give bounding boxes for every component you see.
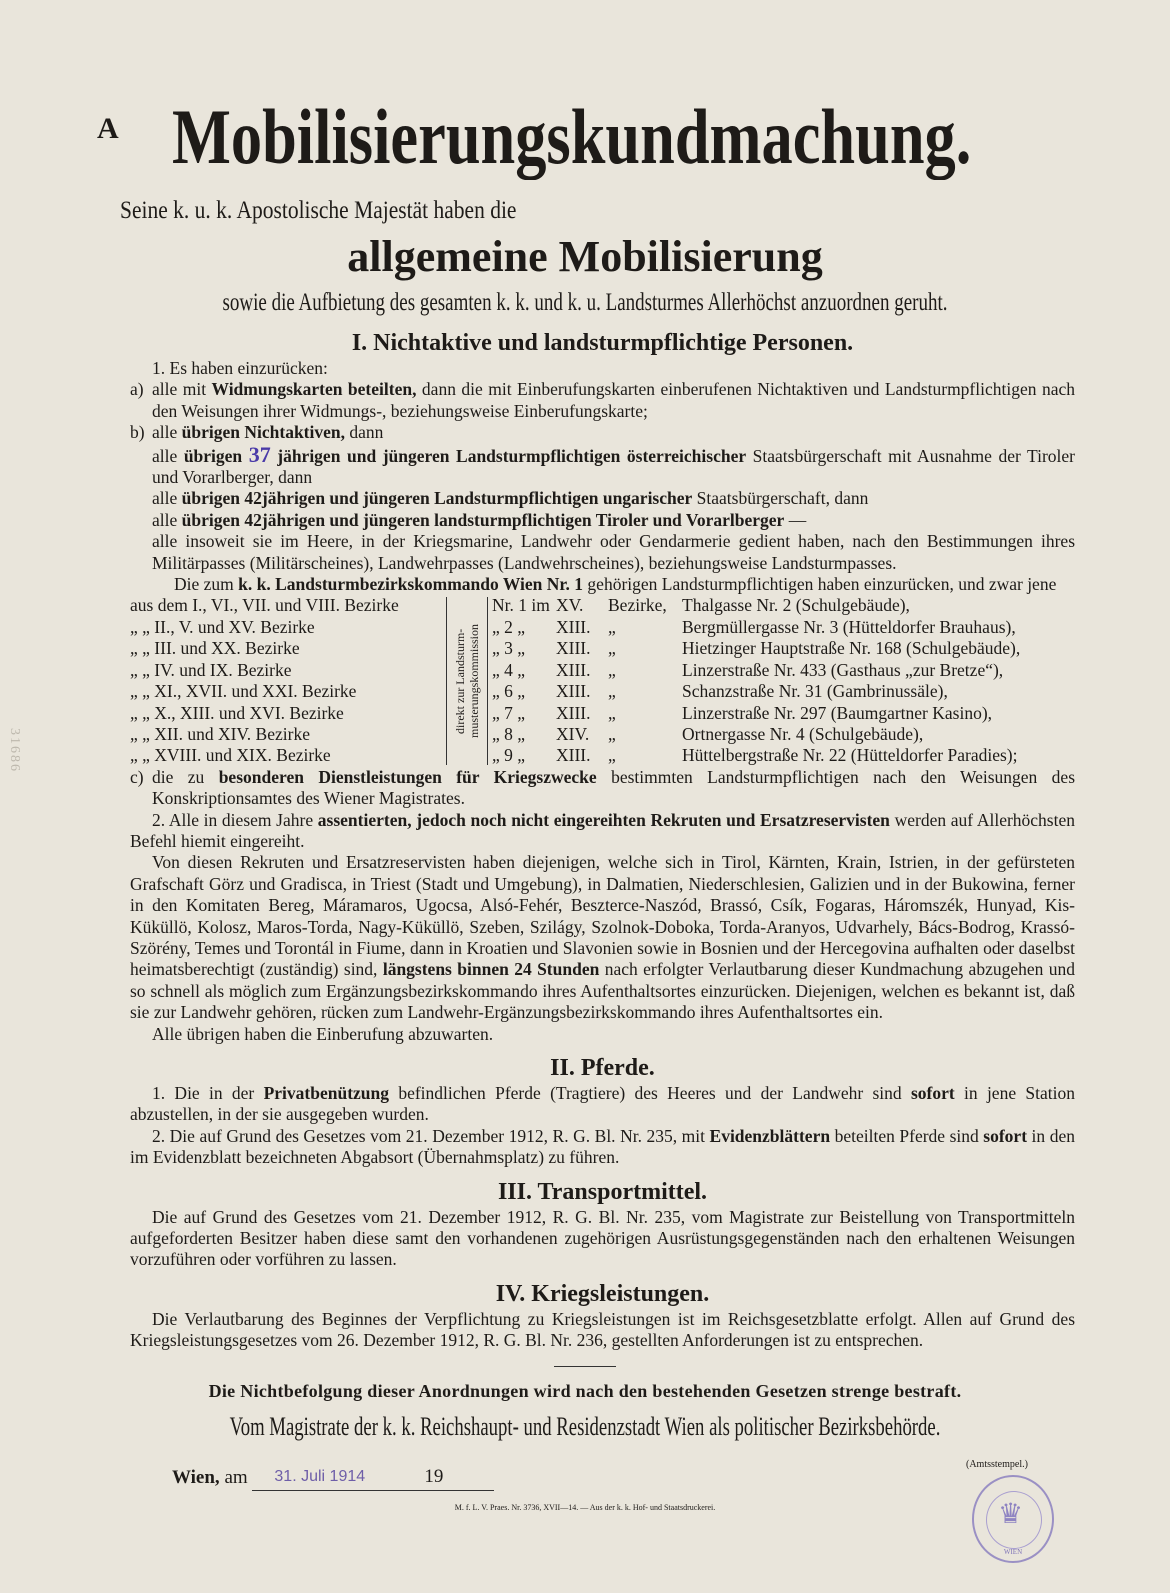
section-4 bbox=[130, 1279, 1075, 1352]
commission-bez: XIV. bbox=[556, 723, 590, 744]
authority-text: Vom Magistrate der k. k. Reichshaupt- und Residenzstadt Wien als politischer Bezirksbehörde. bbox=[229, 1411, 941, 1441]
bold-text: assentierten, jedoch noch nicht eingereihten Rekruten und Ersatzreservisten bbox=[317, 809, 890, 830]
paragraph bbox=[130, 810, 1075, 853]
paragraph bbox=[130, 1126, 1075, 1169]
section-1 bbox=[130, 328, 1075, 1045]
archive-number: 31686 bbox=[7, 728, 22, 773]
paragraph bbox=[130, 531, 1075, 574]
commission-addr: Hietzinger Hauptstraße Nr. 168 (Schulgebäude), bbox=[682, 638, 1021, 659]
section-2-heading: II. Pferde. bbox=[550, 1055, 655, 1081]
commission-bez: XIII. bbox=[556, 702, 591, 723]
text: alle bbox=[152, 488, 182, 509]
poster-marker: A bbox=[97, 112, 119, 145]
bold-text: übrigen 42jährigen und jüngeren Landsturmpflichtigen ungarischer bbox=[181, 488, 693, 509]
headline: allgemeine Mobilisierung bbox=[347, 232, 823, 281]
item-label: c) bbox=[130, 766, 144, 787]
bold-text: sofort bbox=[910, 1083, 955, 1103]
commission-addr: Hüttelbergstraße Nr. 22 (Hütteldorfer Paradies); bbox=[682, 745, 1018, 766]
commission-row bbox=[492, 703, 1075, 724]
commission-nr: „ 4 „ bbox=[492, 659, 526, 680]
commission-dit: „ bbox=[608, 702, 616, 723]
district-origin: „ „ XI., XVII. und XXI. Bezirke bbox=[130, 681, 357, 702]
text: beteilten Pferde sind bbox=[830, 1125, 984, 1146]
handwritten-age: 37 bbox=[248, 441, 271, 467]
commission-addr: Linzerstraße Nr. 433 (Gasthaus „zur Bretze“), bbox=[682, 659, 1004, 680]
district-origin: „ „ XVIII. und XIX. Bezirke bbox=[130, 745, 331, 766]
bold-text: übrigen bbox=[183, 445, 249, 466]
bold-text: längstens binnen 24 Stunden bbox=[382, 959, 600, 980]
paragraph bbox=[130, 441, 1075, 489]
seal-city: WIEN bbox=[1003, 1547, 1023, 1556]
item-label: b) bbox=[130, 422, 145, 443]
section-3-heading: III. Transportmittel. bbox=[497, 1178, 708, 1205]
text: werden auf Allerhöchsten Befehl hiemit eingereiht. bbox=[130, 809, 1076, 851]
district-origin: aus dem I., VI., VII. und VIII. Bezirke bbox=[130, 595, 399, 616]
text: bestimmten Landsturmpflichtigen nach den Weisungen des Konskriptionsamtes des Wiener Magistrates. bbox=[152, 766, 1076, 809]
section-1-paragraphs bbox=[130, 358, 1075, 595]
commission-row bbox=[492, 638, 1075, 659]
commission-bez: XIII. bbox=[556, 681, 591, 702]
vertical-label: direkt zur Landsturm-musterungskommission bbox=[453, 624, 481, 739]
paragraph bbox=[130, 574, 1075, 595]
commission-nr: „ 3 „ bbox=[492, 638, 526, 659]
paragraph bbox=[130, 1207, 1075, 1271]
commission-addr: Linzerstraße Nr. 297 (Baumgartner Kasino), bbox=[682, 702, 993, 723]
item-label: a) bbox=[130, 379, 144, 400]
district-table-label bbox=[446, 597, 488, 764]
poster-title: Mobilisierungskundmachung. bbox=[172, 93, 972, 180]
text: alle bbox=[152, 509, 182, 530]
double-eagle-icon: ♛ bbox=[998, 1498, 1024, 1530]
commission-addr: Thalgasse Nr. 2 (Schulgebäude), bbox=[682, 595, 910, 616]
commission-bez: XIII. bbox=[556, 638, 591, 659]
bold-text: besonderen Dienstleistungen für Kriegszwecke bbox=[218, 766, 597, 787]
commission-nr: Nr. 1 im bbox=[492, 595, 550, 616]
commission-bez: XIII. bbox=[556, 745, 591, 766]
commission-row bbox=[492, 660, 1075, 681]
district-table bbox=[130, 595, 1075, 766]
text: alle bbox=[152, 422, 182, 443]
district-origin: „ „ III. und XX. Bezirke bbox=[130, 638, 300, 659]
closing-block bbox=[0, 1366, 1170, 1573]
text: 2. Alle in diesem Jahre bbox=[152, 809, 318, 830]
commission-bez: XIII. bbox=[556, 659, 591, 680]
place-city: Wien, bbox=[172, 1466, 220, 1488]
paragraph bbox=[130, 510, 1075, 531]
section-2-paragraphs bbox=[130, 1083, 1075, 1169]
section-1-paragraphs-2 bbox=[130, 767, 1075, 1045]
commission-dit: „ bbox=[608, 659, 616, 680]
subline-text: sowie die Aufbietung des gesamten k. k. und k. u. Landsturmes Allerhöchst anzuordnen geruht. bbox=[222, 289, 948, 316]
text: 2. Die auf Grund des Gesetzes vom 21. Dezember 1912, R. G. Bl. Nr. 235, mit bbox=[152, 1125, 710, 1146]
commission-row bbox=[492, 745, 1075, 766]
text: Alle übrigen haben die Einberufung abzuwarten. bbox=[152, 1023, 494, 1044]
commission-row bbox=[492, 681, 1075, 702]
text: alle mit bbox=[152, 379, 212, 400]
date-stamp: 31. Juli 1914 bbox=[274, 1467, 366, 1485]
paragraph bbox=[130, 488, 1075, 509]
bold-text: übrigen 42jährigen und jüngeren landsturmpflichtigen Tiroler und Vorarlberger bbox=[181, 509, 785, 530]
paragraph bbox=[130, 1083, 1075, 1126]
paragraph bbox=[130, 422, 1075, 443]
text: gehörigen Landsturmpflichtigen haben einzurücken, und zwar jene bbox=[583, 574, 1057, 595]
text: Staatsbürgerschaft mit Ausnahme der Tiroler und Vorarlberger, dann bbox=[152, 445, 1075, 488]
bold-text: jährigen und jüngeren Landsturmpflichtigen österreichischer bbox=[270, 445, 747, 466]
penalty-notice: Die Nichtbefolgung dieser Anordnungen wird nach den bestehenden Gesetzen strenge bestraft. bbox=[208, 1380, 962, 1401]
section-1-heading: I. Nichtaktive und landsturmpflichtige Personen. bbox=[351, 330, 854, 356]
commission-dit: Bezirke, bbox=[608, 595, 667, 616]
text: in jene Station abzustellen, in der sie ausgegeben wurden. bbox=[130, 1083, 1075, 1125]
commission-nr: „ 7 „ bbox=[492, 702, 526, 723]
text: nach erfolgter Verlautbarung dieser Kundmachung abzugehen und so schnell als möglich zum Ergänzungsbezirkskommando ihres Aufenthaltsortes einzurücken. Diejenigen, welchen es bekannt ist, daß sie zur Landwehr gehören, rücken zum Landwehr-Ergänzungsbezirkskommando ihres Aufenthaltsortes ein. bbox=[130, 959, 1075, 1023]
bold-text: Evidenzblättern bbox=[709, 1125, 831, 1146]
section-4-heading: IV. Kriegsleistungen. bbox=[495, 1280, 710, 1307]
paragraph bbox=[130, 1024, 1075, 1045]
bold-text: übrigen Nichtaktiven, bbox=[181, 422, 345, 443]
commission-dit: „ bbox=[608, 745, 616, 766]
commission-addr: Schanzstraße Nr. 31 (Gambrinussäle), bbox=[682, 681, 948, 702]
commission-nr: „ 9 „ bbox=[492, 745, 526, 766]
paragraph bbox=[130, 1309, 1075, 1352]
official-seal bbox=[972, 1475, 1054, 1563]
year-prefix: 19 bbox=[424, 1465, 444, 1487]
text: dann bbox=[345, 422, 384, 443]
signature-area bbox=[0, 1455, 1170, 1573]
bold-text: Privatbenützung bbox=[263, 1083, 390, 1103]
divider bbox=[554, 1366, 616, 1367]
commission-row bbox=[492, 617, 1075, 638]
paragraph bbox=[130, 379, 1075, 422]
section-4-paragraphs bbox=[130, 1309, 1075, 1352]
commission-dit: „ bbox=[608, 616, 616, 637]
paragraph bbox=[130, 767, 1075, 810]
commission-nr: „ 8 „ bbox=[492, 723, 526, 744]
paragraph bbox=[130, 852, 1075, 1023]
bold-text: k. k. Landsturmbezirkskommando Wien Nr. 1 bbox=[238, 574, 584, 595]
place-am: am bbox=[224, 1466, 248, 1488]
paragraph bbox=[130, 358, 1075, 379]
text: in den im Evidenzblatt bezeichneten Abgabsort (Übernahmsplatz) zu führen. bbox=[130, 1125, 1075, 1168]
place-date bbox=[172, 1463, 494, 1491]
text: Von diesen Rekruten und Ersatzreservisten haben diejenigen, welche sich in Tirol, Kärnten, Krain, Istrien, in der gefürsteten Grafschaft Görz und Gradisca, in Triest (Stadt und Umgebung), in Dalmatien, Niederschlesien, Galizien und in der Bukowina, ferner in den Komitaten Bereg, Máramaros, Ugocsa, Alsó-Fehér, Beszterce-Naszód, Brassó, Csík, Fogaras, Háromszék, Hunyad, Kis-Küküllö, Kolosz, Maros-Torda, Nagy-Küküllö, Szeben, Szilágy, Szolnok-Doboka, Torda-Aranyos, Udvarhely, Bács-Bodrog, Krassó-Szörény, Temes und Torontál in Fiume, dann in Kroatien und Slavonien sowie in Bosnien und der Hercegovina aufhalten oder daselbst heimatsberechtigt (zuständig) sind, bbox=[130, 852, 1075, 980]
section-2 bbox=[130, 1053, 1075, 1169]
subline bbox=[0, 286, 1170, 320]
text: alle bbox=[152, 445, 184, 466]
section-3-paragraphs bbox=[130, 1207, 1075, 1271]
district-origin: „ „ X., XIII. und XVI. Bezirke bbox=[130, 702, 344, 723]
date-line bbox=[252, 1463, 424, 1491]
commission-dit: „ bbox=[608, 723, 616, 744]
commission-dit: „ bbox=[608, 638, 616, 659]
text: die zu bbox=[152, 766, 219, 787]
text: Die Verlautbarung des Beginnes der Verpflichtung zu Kriegsleistungen ist im Reichsgesetzblatte erfolgt. Allen auf Grund des Kriegsleistungsgesetzes vom 26. Dezember 1912, R. G. Bl. Nr. 236, gestellten Anforderungen ist zu entsprechen. bbox=[130, 1308, 1075, 1351]
text: — bbox=[784, 509, 807, 530]
text: alle insoweit sie im Heere, in der Kriegsmarine, Landwehr oder Gendarmerie gedient haben, nach den Bestimmungen ihres Militärpasses (Militärscheines), Landwehrpasses (Landwehrscheines), beziehungsweise Landsturmpasses. bbox=[152, 531, 1075, 573]
district-origin: „ „ IV. und IX. Bezirke bbox=[130, 659, 292, 680]
bold-text: sofort bbox=[983, 1125, 1028, 1146]
text: Staatsbürgerschaft, dann bbox=[692, 488, 869, 509]
text: 1. Die in der bbox=[152, 1083, 264, 1103]
printer-imprint: M. f. L. V. Praes. Nr. 3736, XVII—14. — Aus der k. k. Hof- und Staatsdruckerei. bbox=[454, 1502, 716, 1512]
intro-line: Seine k. u. k. Apostolische Majestät haben die bbox=[120, 197, 517, 224]
district-origin: „ „ II., V. und XV. Bezirke bbox=[130, 616, 315, 637]
text: befindlichen Pferde (Tragtiere) des Heeres und der Landwehr sind bbox=[389, 1083, 911, 1103]
commission-row bbox=[492, 724, 1075, 745]
section-3 bbox=[130, 1177, 1075, 1271]
commission-bez: XV. bbox=[556, 595, 584, 616]
commission-bez: XIII. bbox=[556, 616, 591, 637]
title-row bbox=[0, 92, 1170, 188]
stamp-label: (Amtsstempel.) bbox=[966, 1458, 1028, 1470]
text: Die auf Grund des Gesetzes vom 21. Dezember 1912, R. G. Bl. Nr. 235, vom Magistrate zur Beistellung von Transportmitteln aufgeforderten Besitzer haben diese samt den vorhandenen zugehörigen Ausrüstungsgegenständen nach den erhaltenen Weisungen vorzuführen oder vorführen zu lassen. bbox=[130, 1206, 1075, 1270]
commission-nr: „ 6 „ bbox=[492, 681, 526, 702]
text: dann die mit Einberufungskarten einberufenen Nichtaktiven und Landsturmpflichtigen nach den Weisungen ihrer Widmungs-, beziehungsweise Einberufungskarte; bbox=[152, 379, 1075, 421]
commission-addr: Ortnergasse Nr. 4 (Schulgebäude), bbox=[682, 723, 924, 744]
text: 1. Es haben einzurücken: bbox=[152, 358, 328, 378]
commission-nr: „ 2 „ bbox=[492, 616, 526, 637]
district-origin: „ „ XII. und XIV. Bezirke bbox=[130, 723, 310, 744]
commission-dit: „ bbox=[608, 681, 616, 702]
commission-row bbox=[492, 595, 1075, 616]
commission-addr: Bergmüllergasse Nr. 3 (Hütteldorfer Brauhaus), bbox=[682, 616, 1016, 637]
bold-text: Widmungskarten beteilten, bbox=[211, 379, 417, 400]
text: Die zum bbox=[174, 574, 239, 595]
authority-line bbox=[0, 1407, 1170, 1447]
year-line bbox=[424, 1464, 494, 1491]
